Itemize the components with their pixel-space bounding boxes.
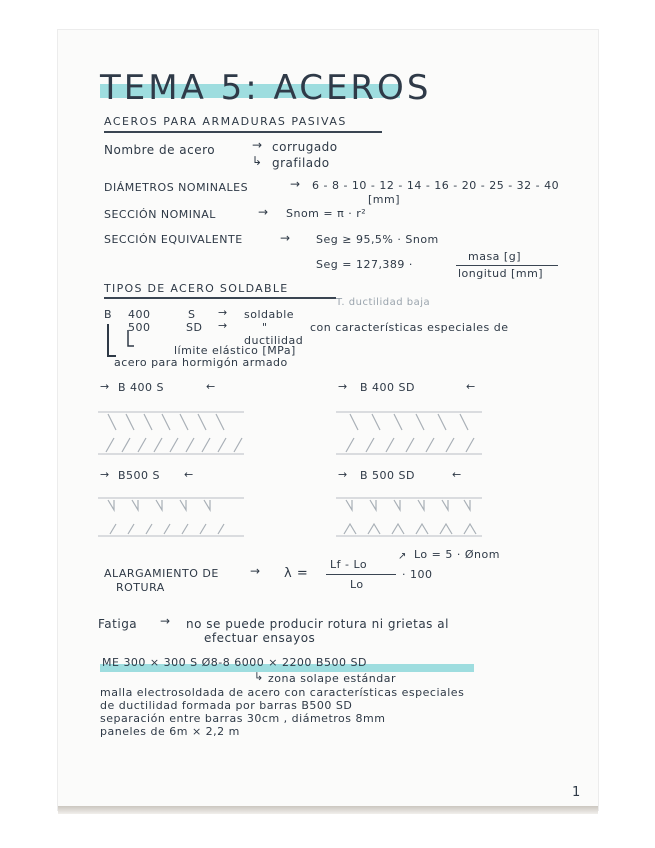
malla-line2: de ductilidad formada por barras B500 SD [100,699,353,712]
ductilidad-note: T. ductilidad baja [336,297,431,308]
alargamiento-numerator: Lf - Lo [330,558,368,571]
tipos-heading: TIPOS DE ACERO SOLDABLE [104,282,289,295]
rib-pattern-b400s [98,408,248,458]
page-edge-shadow [58,806,598,814]
seccion-equivalente-eq: Seg = 127,389 · [316,258,413,271]
tipo-400: 400 [128,308,151,321]
arrow-left-icon: ← [466,380,476,393]
tipo-b: B [104,308,113,321]
arrow-icon: → [160,614,171,628]
heading-underline [104,297,336,299]
seccion-nominal-formula: Snom = π · r² [286,207,367,220]
arrow-icon: → [218,306,228,319]
malla-line4: paneles de 6m × 2,2 m [100,725,240,738]
nombre-opt1: corrugado [272,140,338,154]
arrow-icon: → [258,205,269,219]
rib-pattern-b500s [98,494,248,544]
ditto-mark: " [262,321,268,334]
arrow-left-icon: ← [206,380,216,393]
rotura-label: ROTURA [116,581,165,594]
arrow-curved-icon: ↳ [252,154,263,168]
arrow-icon: → [250,564,261,578]
seccion-equivalente-ineq: Seg ≥ 95,5% · Snom [316,233,439,246]
diagram-label-b400s: B 400 S [118,381,165,394]
arrow-icon: → [252,138,263,152]
arrow-icon: → [280,231,291,245]
arrow-icon: → [290,177,301,191]
heading-underline [104,131,382,133]
curved-arrow-icon: ↳ [254,670,264,683]
rib-pattern-b400sd [336,408,486,458]
arrow-icon: → [338,468,348,481]
malla-code: ME 300 × 300 S Ø8-8 6000 × 2200 B500 SD [102,656,367,669]
curved-arrow-icon: ↗ [398,551,407,562]
alargamiento-times: · 100 [402,568,433,581]
arrow-icon: → [100,468,110,481]
fraction-numerator: masa [g] [468,250,521,263]
tipo-s: S [188,308,196,321]
nombre-label: Nombre de acero [104,143,216,157]
fatiga-label: Fatiga [98,617,138,631]
arrow-left-icon: ← [452,468,462,481]
fatiga-text2: efectuar ensayos [204,631,316,645]
fatiga-text1: no se puede producir rotura ni grietas al [186,617,449,631]
arrow-icon: → [218,319,228,332]
tipo-caracteristicas: con características especiales de [310,321,509,334]
arrow-icon: → [338,380,348,393]
limite-elastico: límite elástico [MPa] [174,344,296,357]
malla-sub: zona solape estándar [268,672,396,685]
seccion-nominal-label: SECCIÓN NOMINAL [104,208,216,221]
tipo-ductilidad: ductilidad [244,334,304,347]
acero-hormigon: acero para hormigón armado [114,356,288,369]
diametros-values: 6 - 8 - 10 - 12 - 14 - 16 - 20 - 25 - 32 - 40 [312,179,560,192]
malla-line3: separación entre barras 30cm , diámetros 8mm [100,712,386,725]
rib-pattern-b500sd [336,494,486,544]
fraction-bar [456,265,558,266]
tipo-sd: SD [186,321,203,334]
malla-line1: malla electrosoldada de acero con características especiales [100,686,465,699]
diametros-unit: [mm] [368,193,401,206]
arrow-left-icon: ← [184,468,194,481]
fraction-denominator: longitud [mm] [458,267,544,280]
diagram-label-b500s: B500 S [118,469,161,482]
alargamiento-denominator: Lo [350,578,364,591]
page-title: TEMA 5: ACEROS [100,68,432,108]
page-number: 1 [572,785,581,800]
seccion-equivalente-label: SECCIÓN EQUIVALENTE [104,233,243,246]
diagram-label-b400sd: B 400 SD [360,381,415,394]
lambda-symbol: λ = [284,566,309,581]
arrow-icon: → [100,380,110,393]
diametros-label: DIÁMETROS NOMINALES [104,181,249,194]
tipo-500: 500 [128,321,151,334]
tipo-soldable: soldable [244,308,295,321]
diagram-label-b500sd: B 500 SD [360,469,415,482]
section-heading-armaduras: ACEROS PARA ARMADURAS PASIVAS [104,115,347,128]
alargamiento-label: ALARGAMIENTO DE [104,567,219,580]
nombre-opt2: grafilado [272,156,330,170]
fraction-bar [326,574,396,575]
lo-note: Lo = 5 · Ønom [414,548,500,561]
